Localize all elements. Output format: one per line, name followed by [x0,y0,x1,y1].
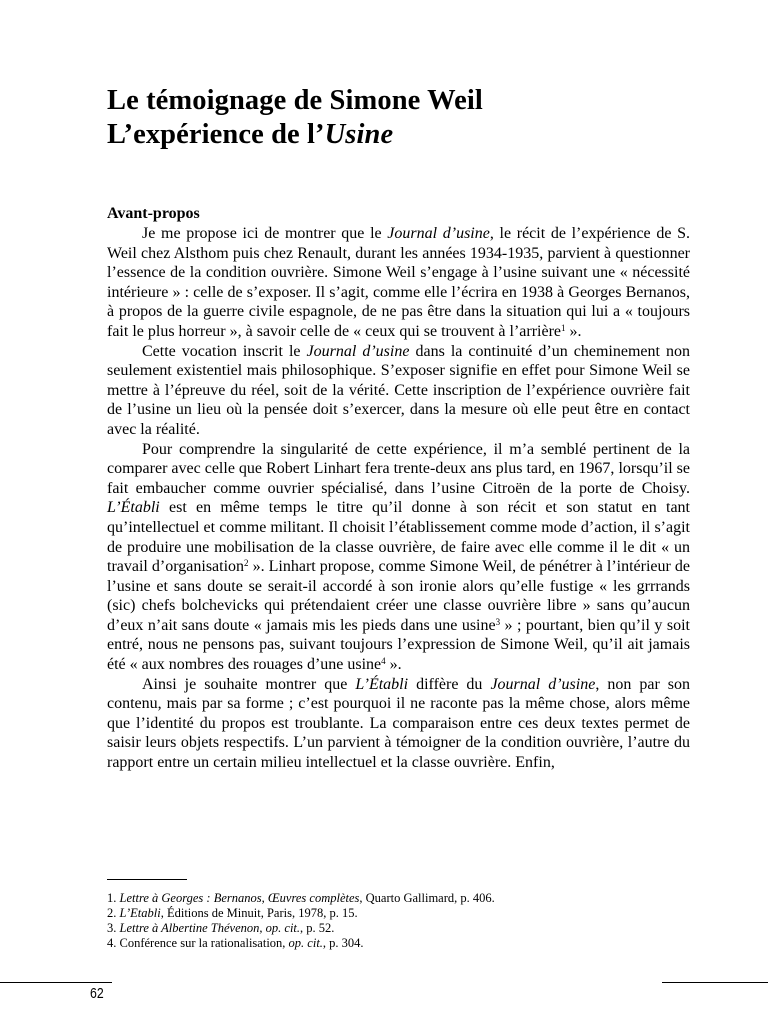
page-title [107,84,707,152]
text-run: Je me propose ici de montrer que le [142,225,388,242]
paragraph-4 [107,675,690,773]
footnote-number: 4. [107,936,120,950]
footnote-text: Conférence sur la rationalisation, [119,936,289,950]
text-run: ». [385,656,402,674]
footnote-4 [107,936,690,951]
footnotes [107,891,690,951]
italic-title: Journal d’usine [387,225,490,242]
paragraph-2 [107,342,690,440]
footnote-italic: L’Etabli [119,906,161,920]
footnote-divider [107,879,187,880]
footnote-ref: 3 [495,616,501,627]
footnote-2 [107,906,690,921]
title-line-1: Le témoignage de Simone Weil [107,85,483,116]
text-run: Pour comprendre la singularité de cette expérience, il m’a semblé pertinent de la comparer avec celle que Robert Linhart fera trente-deux ans plus tard, en 1967, lorsqu’il se fait embaucher comme ouvrier spécialisé, dans l’usine Citroën de la porte de Choisy. [107,440,690,497]
text-run: Ainsi je souhaite montrer que [142,675,356,693]
footnote-text: , Quarto Gallimard, p. 406. [359,891,495,905]
footnote-italic: Lettre à Georges : Bernanos, Œuvres complètes [119,891,360,905]
text-run: Cette vocation inscrit le [142,342,307,360]
footnote-number: 2. [107,906,120,920]
text-run: ». Linhart propose, comme Simone Weil, de pénétrer à l’intérieur de l’usine et sans doute se serait-il accordé à son ironie alors qu’elle fustige « les grrrands (sic) chefs bolchevicks qui prétendaient créer une classe ouvrière libre » sans qu’aucun d’eux n’ait sans doute « jamais mis les pieds dans une usine [107,558,690,634]
title-line-2-text: L’expérience de l’ [107,119,325,150]
paragraph-3 [107,440,690,675]
text-run: est en même temps le titre qu’il donne à son récit et son statut en tant qu’intellectuel et comme militant. Il choisit l’établissement comme mode d’action, il s’agit de produire une mobilisation de la classe ouvrière, de faire avec elle comme il le dit « un travail d’organisation [107,499,690,576]
italic-title: L’Établi [355,675,409,693]
bottom-rule-left [0,982,112,983]
text-run: , le récit de l’expérience de S. Weil chez Alsthom puis chez Renault, durant les années 1934-1935, parvient à questionner l’essence de la condition ouvrière. Simone Weil s’engage à l’usine suivant une « nécessité intérieure » : celle de s’exposer. Il s’agit, comme elle l’écrira en 1938 à Georges Bernanos, à propos de la guerre civile espagnole, de ne pas être dans la situation qui lui a « toujours fait le plus horreur », à savoir celle de « ceux qui se trouvent à l’arrière [107,225,690,340]
page-number: 62 [90,985,104,1002]
body-text [107,224,690,773]
footnote-3 [107,921,690,936]
text-run: diffère du [408,675,491,693]
italic-title: L’Établi [107,499,160,517]
footnote-1 [107,891,690,906]
text-run: , non par son contenu, mais par sa forme ; c’est pourquoi il ne raconte pas la même chose, alors même que l’identité du propos est troublante. La comparaison entre ces deux textes permet de saisir leurs objets respectifs. L’un parvient à témoigner de la condition ouvrière, l’autre du rapport entre un certain milieu intellectuel et la classe ouvrière. Enfin, [107,675,691,772]
footnote-text: , Éditions de Minuit, Paris, 1978, p. 15. [160,906,358,920]
title-line-2 [107,118,707,152]
title-line-2-italic: Usine [324,119,394,150]
paragraph-1 [107,224,690,342]
italic-title: Journal d’usine [490,675,596,693]
text-run: » ; pourtant, bien qu’il y soit entré, nous ne pensons pas, suivant toujours l’expression de Simone Weil, qu’il ait jamais été « aux nombres des rouages d’une usine [107,616,690,674]
footnote-italic: op. cit. [288,936,323,950]
italic-title: Journal d’usine [306,342,410,360]
text-run: ». [565,322,582,340]
footnote-text: , p. 52. [300,921,335,935]
footnote-italic: Lettre à Albertine Thévenon, op. cit. [119,921,301,935]
footnote-number: 3. [107,921,120,935]
footnote-text: , p. 304. [322,936,364,950]
footnote-ref: 1 [561,322,566,333]
section-heading: Avant-propos [107,205,200,222]
footnote-ref: 2 [244,558,249,569]
text-run: dans la continuité d’un cheminement non seulement existentiel mais philosophique. S’exposer signifie en effet pour Simone Weil se mettre à l’épreuve du réel, soit de la vérité. Cette inscription de l’expérience ouvrière fait de l’usine un lieu où la pensée doit s’exercer, dans la mesure où elle peut être en contact avec la réalité. [107,342,690,438]
footnote-number: 1. [107,891,120,905]
bottom-rule-right [662,982,768,983]
footnote-ref: 4 [381,656,386,667]
